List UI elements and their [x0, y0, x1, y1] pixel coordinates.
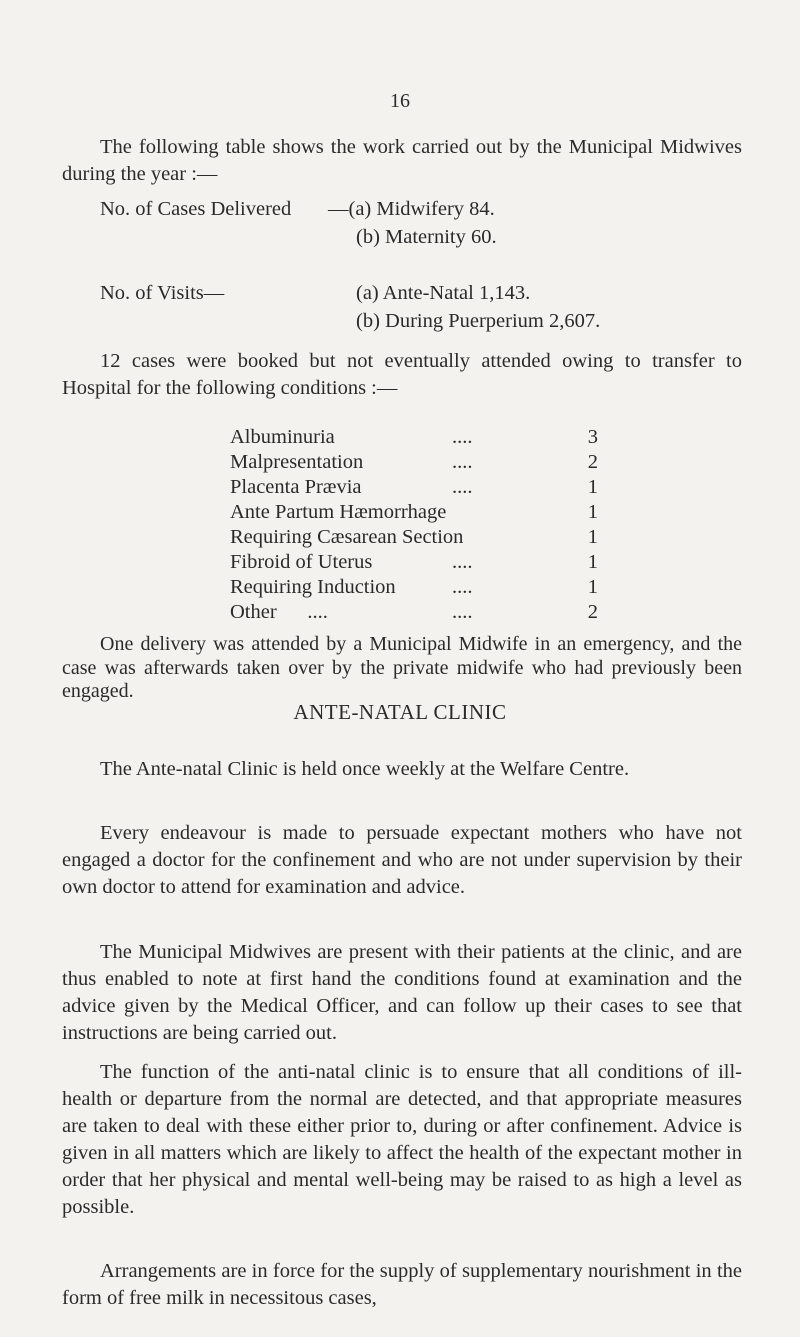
condition-label: Malpresentation — [230, 451, 364, 473]
emergency-paragraph: One delivery was attended by a Municipal Midwife in an emergency, and the case was afterwards taken over by the private midwife who had previously been engaged. — [62, 633, 742, 702]
condition-leader: .... — [452, 551, 473, 573]
condition-label: Other .... — [230, 601, 328, 623]
condition-label: Fibroid of Uterus — [230, 551, 373, 573]
condition-leader: .... — [452, 476, 473, 498]
condition-count: 1 — [587, 501, 598, 523]
page-number: 16 — [390, 90, 410, 112]
condition-leader: .... — [452, 601, 473, 623]
clinic-paragraph-1: The Ante-natal Clinic is held once weekly at the Welfare Centre. — [100, 758, 630, 780]
condition-leader: .... — [452, 426, 473, 448]
condition-label: Placenta Prævia — [230, 476, 362, 498]
condition-count: 1 — [587, 526, 598, 548]
condition-leader: .... — [452, 576, 473, 598]
cases-delivered-label: No. of Cases Delivered — [100, 198, 292, 220]
booked-paragraph: 12 cases were booked but not eventually attended owing to transfer to Hospital for the following conditions :— — [62, 350, 742, 399]
condition-count: 1 — [587, 476, 598, 498]
visits-a: (a) Ante-Natal 1,143. — [356, 282, 531, 304]
condition-count: 1 — [587, 576, 598, 598]
clinic-paragraph-3: The Municipal Midwives are present with their patients at the clinic, and are thus enabled to note at first hand the conditions found at examination and the advice given by the Medical Officer, and can follow up their cases to see that instructions are being carried out. — [62, 941, 742, 1044]
condition-label: Requiring Cæsarean Section — [230, 526, 464, 548]
condition-count: 1 — [587, 551, 598, 573]
clinic-paragraph-4: The function of the anti-natal clinic is to ensure that all conditions of ill-health or departure from the normal are detected, and that appropriate measures are taken to deal with these either prior to, during or after confinement. Advice is given in all matters which are likely to affect the health of the expectant mother in order that her physical and mental well-being may be raised to as high a level as possible. — [62, 1061, 742, 1218]
condition-count: 2 — [587, 451, 598, 473]
cases-delivered-a: —(a) Midwifery 84. — [328, 198, 495, 220]
condition-label: Albuminuria — [230, 426, 335, 448]
clinic-paragraph-2: Every endeavour is made to persuade expectant mothers who have not engaged a doctor for the confinement and who are not under supervision by their own doctor to attend for examination and advice. — [62, 822, 742, 898]
clinic-paragraph-5: Arrangements are in force for the supply of supplementary nourishment in the form of free milk in necessitous cases, — [62, 1260, 742, 1309]
visits-label: No. of Visits— — [100, 282, 225, 304]
visits-b: (b) During Puerperium 2,607. — [356, 310, 601, 332]
condition-count: 3 — [587, 426, 598, 448]
section-heading: ANTE-NATAL CLINIC — [293, 700, 507, 724]
condition-label: Ante Partum Hæmorrhage — [230, 501, 447, 523]
cases-delivered-b: (b) Maternity 60. — [356, 226, 497, 248]
condition-leader: .... — [452, 451, 473, 473]
condition-count: 2 — [587, 601, 598, 623]
condition-label: Requiring Induction — [230, 576, 396, 598]
intro-paragraph: The following table shows the work carried out by the Municipal Midwives during the year :— — [62, 136, 742, 185]
